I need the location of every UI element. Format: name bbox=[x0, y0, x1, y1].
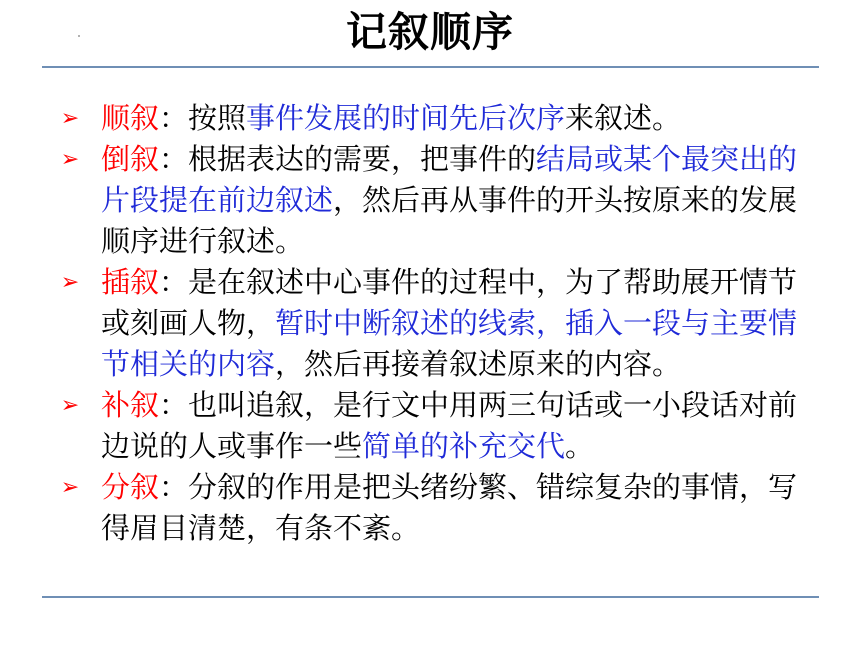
term-label: 顺叙 bbox=[101, 101, 160, 135]
term-label: 插叙 bbox=[101, 265, 160, 299]
bullet-arrow-icon: ➢ bbox=[60, 270, 80, 295]
page-title: 记叙顺序 bbox=[346, 8, 514, 56]
body-text: ：根据表达的需要，把事件的 bbox=[159, 142, 537, 176]
list-item-shunxu bbox=[57, 98, 817, 139]
body-text: ，然后再接着叙述原来的内容。 bbox=[275, 347, 682, 381]
body-text: ，然后再从事件的开头按原来的发展顺序进行叙述。 bbox=[101, 183, 798, 258]
term-label: 补叙 bbox=[101, 388, 160, 422]
body-text: 来叙述。 bbox=[565, 101, 682, 135]
list-item-daoxu bbox=[57, 139, 817, 262]
highlight-text: 简单的补充交代 bbox=[362, 429, 566, 463]
bullet-arrow-icon: ➢ bbox=[60, 106, 80, 131]
body-text: ：是在叙述中心事件的过程中，为了帮助展开情节或刻画人物， bbox=[101, 265, 798, 340]
bullet-arrow-icon: ➢ bbox=[60, 475, 80, 500]
list-item-buxu bbox=[57, 385, 817, 467]
list-item-fenxu bbox=[57, 467, 817, 549]
body-text: ：也叫追叙，是行文中用两三句话或一小段话对前边说的人或事作一些 bbox=[101, 388, 798, 463]
list-item-chaxu bbox=[57, 262, 817, 385]
bullet-arrow-icon: ➢ bbox=[60, 393, 80, 418]
top-divider bbox=[42, 66, 819, 68]
body-text: 。 bbox=[565, 429, 595, 463]
highlight-text: 事件发展的时间先后次序 bbox=[246, 101, 566, 135]
body-text: ：分叙的作用是把头绪纷繁、错综复杂的事情，写得眉目清楚，有条不紊。 bbox=[101, 470, 798, 545]
bullet-arrow-icon: ➢ bbox=[60, 147, 80, 172]
term-label: 分叙 bbox=[101, 470, 160, 504]
bottom-divider bbox=[42, 596, 819, 598]
body-text: ：按照 bbox=[159, 101, 247, 135]
narrative-order-list bbox=[57, 98, 817, 549]
term-label: 倒叙 bbox=[101, 142, 160, 176]
highlight-text: 结局或某个最突出的片段提在前边叙述 bbox=[101, 142, 798, 217]
highlight-text: 暂时中断叙述的线索，插入一段与主要情节相关的内容 bbox=[101, 306, 798, 381]
